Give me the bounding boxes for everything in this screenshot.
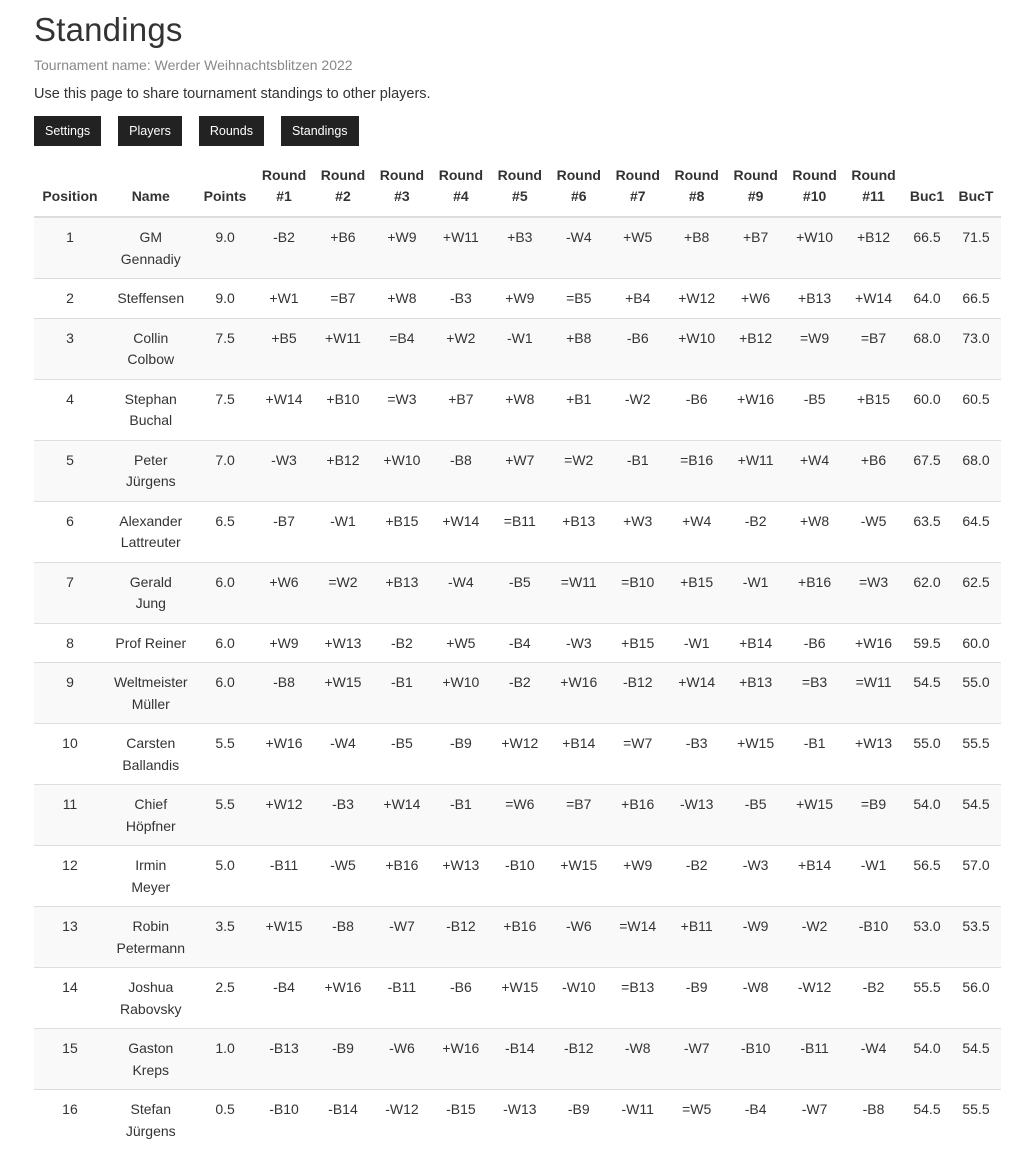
- round-10-result-cell: -W12: [785, 968, 844, 1029]
- position-cell: 11: [34, 785, 106, 846]
- buc1-cell: 55.5: [903, 968, 951, 1029]
- round-11-result-cell: =B7: [844, 318, 903, 379]
- round-4-result-cell: -B6: [431, 968, 490, 1029]
- column-header-name: Name: [106, 160, 196, 217]
- round-7-result-cell: +W3: [608, 501, 667, 562]
- round-9-result-cell: +B14: [726, 623, 785, 663]
- round-7-result-cell: =B13: [608, 968, 667, 1029]
- player-name-cell: Weltmeister Müller: [106, 663, 196, 724]
- round-10-result-cell: -B6: [785, 623, 844, 663]
- points-cell: 3.5: [196, 907, 255, 968]
- round-1-result-cell: +W12: [255, 785, 314, 846]
- round-3-result-cell: -W7: [372, 907, 431, 968]
- table-row: [34, 1029, 1001, 1090]
- round-11-result-cell: +B6: [844, 440, 903, 501]
- round-10-result-cell: +W10: [785, 217, 844, 279]
- tournament-name: Tournament name: Werder Weihnachtsblitzen 2022: [34, 56, 1036, 74]
- round-5-result-cell: +W8: [490, 379, 549, 440]
- round-10-result-cell: -W7: [785, 1090, 844, 1150]
- position-cell: 10: [34, 724, 106, 785]
- round-6-result-cell: -W6: [549, 907, 608, 968]
- round-2-result-cell: +W16: [313, 968, 372, 1029]
- column-header-buc1: Buc1: [903, 160, 951, 217]
- round-5-result-cell: -B14: [490, 1029, 549, 1090]
- round-4-result-cell: +W11: [431, 217, 490, 279]
- points-cell: 7.0: [196, 440, 255, 501]
- round-4-result-cell: +B7: [431, 379, 490, 440]
- round-7-result-cell: =W14: [608, 907, 667, 968]
- position-cell: 5: [34, 440, 106, 501]
- buc1-cell: 56.5: [903, 846, 951, 907]
- round-8-result-cell: -W13: [667, 785, 726, 846]
- table-row: [34, 279, 1001, 319]
- round-4-result-cell: -B15: [431, 1090, 490, 1150]
- round-11-result-cell: =W11: [844, 663, 903, 724]
- round-6-result-cell: =B5: [549, 279, 608, 319]
- player-name-cell: Stefan Jürgens: [106, 1090, 196, 1150]
- buct-cell: 71.5: [951, 217, 1001, 279]
- round-4-result-cell: -B12: [431, 907, 490, 968]
- round-5-result-cell: +W15: [490, 968, 549, 1029]
- column-header-points: Points: [196, 160, 255, 217]
- round-5-result-cell: +B16: [490, 907, 549, 968]
- round-2-result-cell: +B10: [313, 379, 372, 440]
- round-2-result-cell: =W2: [313, 562, 372, 623]
- points-cell: 6.5: [196, 501, 255, 562]
- position-cell: 16: [34, 1090, 106, 1150]
- round-9-result-cell: +B12: [726, 318, 785, 379]
- round-7-result-cell: -W2: [608, 379, 667, 440]
- round-4-result-cell: -B3: [431, 279, 490, 319]
- buct-cell: 68.0: [951, 440, 1001, 501]
- table-row: [34, 440, 1001, 501]
- buc1-cell: 59.5: [903, 623, 951, 663]
- column-header-round-9: Round #9: [726, 160, 785, 217]
- column-header-round-8: Round #8: [667, 160, 726, 217]
- round-10-result-cell: +B16: [785, 562, 844, 623]
- round-6-result-cell: =B7: [549, 785, 608, 846]
- round-11-result-cell: +W13: [844, 724, 903, 785]
- round-3-result-cell: =B4: [372, 318, 431, 379]
- player-name-cell: Steffensen: [106, 279, 196, 319]
- round-6-result-cell: +W16: [549, 663, 608, 724]
- buct-cell: 55.5: [951, 1090, 1001, 1150]
- round-4-result-cell: -B9: [431, 724, 490, 785]
- round-9-result-cell: +W11: [726, 440, 785, 501]
- round-7-result-cell: -W11: [608, 1090, 667, 1150]
- round-9-result-cell: -B4: [726, 1090, 785, 1150]
- table-row: [34, 623, 1001, 663]
- player-name-cell: Collin Colbow: [106, 318, 196, 379]
- round-6-result-cell: =W11: [549, 562, 608, 623]
- round-6-result-cell: +B1: [549, 379, 608, 440]
- round-1-result-cell: +W6: [255, 562, 314, 623]
- round-8-result-cell: +B11: [667, 907, 726, 968]
- round-2-result-cell: +W15: [313, 663, 372, 724]
- column-header-round-11: Round #11: [844, 160, 903, 217]
- round-6-result-cell: =W2: [549, 440, 608, 501]
- round-8-result-cell: =B16: [667, 440, 726, 501]
- round-6-result-cell: +B8: [549, 318, 608, 379]
- table-row: [34, 217, 1001, 279]
- buc1-cell: 63.5: [903, 501, 951, 562]
- round-9-result-cell: +W16: [726, 379, 785, 440]
- round-4-result-cell: -W4: [431, 562, 490, 623]
- buc1-cell: 60.0: [903, 379, 951, 440]
- round-11-result-cell: +B15: [844, 379, 903, 440]
- points-cell: 9.0: [196, 279, 255, 319]
- buct-cell: 54.5: [951, 1029, 1001, 1090]
- round-5-result-cell: +W12: [490, 724, 549, 785]
- buc1-cell: 64.0: [903, 279, 951, 319]
- round-9-result-cell: -B5: [726, 785, 785, 846]
- round-11-result-cell: =W3: [844, 562, 903, 623]
- player-name-cell: GM Gennadiy: [106, 217, 196, 279]
- round-5-result-cell: +W9: [490, 279, 549, 319]
- buct-cell: 54.5: [951, 785, 1001, 846]
- points-cell: 5.5: [196, 785, 255, 846]
- round-10-result-cell: +W15: [785, 785, 844, 846]
- round-7-result-cell: -B1: [608, 440, 667, 501]
- round-6-result-cell: +B14: [549, 724, 608, 785]
- player-name-cell: Irmin Meyer: [106, 846, 196, 907]
- player-name-cell: Carsten Ballandis: [106, 724, 196, 785]
- round-11-result-cell: +W14: [844, 279, 903, 319]
- column-header-round-1: Round #1: [255, 160, 314, 217]
- round-2-result-cell: -W5: [313, 846, 372, 907]
- round-10-result-cell: -B1: [785, 724, 844, 785]
- position-cell: 9: [34, 663, 106, 724]
- round-5-result-cell: -B4: [490, 623, 549, 663]
- column-header-round-7: Round #7: [608, 160, 667, 217]
- position-cell: 7: [34, 562, 106, 623]
- column-header-round-6: Round #6: [549, 160, 608, 217]
- round-3-result-cell: -B2: [372, 623, 431, 663]
- player-name-cell: Gerald Jung: [106, 562, 196, 623]
- round-11-result-cell: =B9: [844, 785, 903, 846]
- round-9-result-cell: +B7: [726, 217, 785, 279]
- buct-cell: 55.0: [951, 663, 1001, 724]
- round-5-result-cell: -B10: [490, 846, 549, 907]
- table-row: [34, 501, 1001, 562]
- buct-cell: 60.5: [951, 379, 1001, 440]
- position-cell: 13: [34, 907, 106, 968]
- player-name-cell: Peter Jürgens: [106, 440, 196, 501]
- buc1-cell: 53.0: [903, 907, 951, 968]
- round-9-result-cell: -B2: [726, 501, 785, 562]
- round-4-result-cell: +W16: [431, 1029, 490, 1090]
- round-10-result-cell: -B11: [785, 1029, 844, 1090]
- round-10-result-cell: -B5: [785, 379, 844, 440]
- round-4-result-cell: +W14: [431, 501, 490, 562]
- round-3-result-cell: -B11: [372, 968, 431, 1029]
- points-cell: 9.0: [196, 217, 255, 279]
- round-1-result-cell: +B5: [255, 318, 314, 379]
- round-6-result-cell: -W10: [549, 968, 608, 1029]
- round-7-result-cell: =W7: [608, 724, 667, 785]
- table-row: [34, 968, 1001, 1029]
- round-6-result-cell: -W3: [549, 623, 608, 663]
- round-2-result-cell: +W13: [313, 623, 372, 663]
- round-1-result-cell: +W14: [255, 379, 314, 440]
- round-9-result-cell: -W9: [726, 907, 785, 968]
- round-8-result-cell: +B15: [667, 562, 726, 623]
- round-3-result-cell: -B1: [372, 663, 431, 724]
- round-3-result-cell: +W14: [372, 785, 431, 846]
- tab-settings[interactable]: Settings: [34, 116, 101, 146]
- round-3-result-cell: +W9: [372, 217, 431, 279]
- round-9-result-cell: -B10: [726, 1029, 785, 1090]
- player-name-cell: Gaston Kreps: [106, 1029, 196, 1090]
- table-row: [34, 318, 1001, 379]
- round-2-result-cell: -B3: [313, 785, 372, 846]
- table-header-row: [34, 160, 1001, 217]
- round-4-result-cell: -B1: [431, 785, 490, 846]
- table-row: [34, 785, 1001, 846]
- round-4-result-cell: +W10: [431, 663, 490, 724]
- round-1-result-cell: -W3: [255, 440, 314, 501]
- round-7-result-cell: =B10: [608, 562, 667, 623]
- round-1-result-cell: +W1: [255, 279, 314, 319]
- round-5-result-cell: -W13: [490, 1090, 549, 1150]
- round-11-result-cell: -B10: [844, 907, 903, 968]
- round-7-result-cell: +W5: [608, 217, 667, 279]
- round-2-result-cell: +W11: [313, 318, 372, 379]
- round-11-result-cell: -B8: [844, 1090, 903, 1150]
- round-1-result-cell: -B7: [255, 501, 314, 562]
- round-2-result-cell: -W4: [313, 724, 372, 785]
- round-8-result-cell: +W12: [667, 279, 726, 319]
- position-cell: 4: [34, 379, 106, 440]
- round-2-result-cell: -B14: [313, 1090, 372, 1150]
- round-5-result-cell: =W6: [490, 785, 549, 846]
- round-8-result-cell: -B6: [667, 379, 726, 440]
- round-5-result-cell: +W7: [490, 440, 549, 501]
- player-name-cell: Robin Petermann: [106, 907, 196, 968]
- position-cell: 8: [34, 623, 106, 663]
- position-cell: 15: [34, 1029, 106, 1090]
- buct-cell: 64.5: [951, 501, 1001, 562]
- round-1-result-cell: +W9: [255, 623, 314, 663]
- round-8-result-cell: -W1: [667, 623, 726, 663]
- round-9-result-cell: +W6: [726, 279, 785, 319]
- round-3-result-cell: +W10: [372, 440, 431, 501]
- buc1-cell: 54.0: [903, 1029, 951, 1090]
- round-5-result-cell: =B11: [490, 501, 549, 562]
- points-cell: 6.0: [196, 562, 255, 623]
- round-10-result-cell: +W4: [785, 440, 844, 501]
- standings-table: [34, 160, 1001, 1150]
- buc1-cell: 55.0: [903, 724, 951, 785]
- position-cell: 1: [34, 217, 106, 279]
- round-3-result-cell: +B16: [372, 846, 431, 907]
- round-7-result-cell: +W9: [608, 846, 667, 907]
- table-row: [34, 1090, 1001, 1150]
- position-cell: 2: [34, 279, 106, 319]
- round-8-result-cell: -B2: [667, 846, 726, 907]
- page-title: Standings: [34, 10, 1036, 50]
- round-8-result-cell: -B9: [667, 968, 726, 1029]
- round-7-result-cell: -B12: [608, 663, 667, 724]
- round-8-result-cell: -B3: [667, 724, 726, 785]
- round-8-result-cell: =W5: [667, 1090, 726, 1150]
- round-8-result-cell: +B8: [667, 217, 726, 279]
- round-7-result-cell: +B15: [608, 623, 667, 663]
- round-9-result-cell: -W3: [726, 846, 785, 907]
- nav-tabs: [34, 116, 1036, 146]
- round-4-result-cell: +W5: [431, 623, 490, 663]
- round-3-result-cell: -B5: [372, 724, 431, 785]
- tab-players[interactable]: Players: [118, 116, 182, 146]
- table-row: [34, 724, 1001, 785]
- position-cell: 3: [34, 318, 106, 379]
- round-9-result-cell: +W15: [726, 724, 785, 785]
- round-8-result-cell: +W14: [667, 663, 726, 724]
- round-10-result-cell: =W9: [785, 318, 844, 379]
- round-1-result-cell: -B2: [255, 217, 314, 279]
- buct-cell: 55.5: [951, 724, 1001, 785]
- round-10-result-cell: =B3: [785, 663, 844, 724]
- table-body: [34, 217, 1001, 1150]
- buc1-cell: 66.5: [903, 217, 951, 279]
- player-name-cell: Stephan Buchal: [106, 379, 196, 440]
- buct-cell: 57.0: [951, 846, 1001, 907]
- buc1-cell: 67.5: [903, 440, 951, 501]
- buct-cell: 73.0: [951, 318, 1001, 379]
- round-6-result-cell: -B12: [549, 1029, 608, 1090]
- round-1-result-cell: -B8: [255, 663, 314, 724]
- column-header-round-2: Round #2: [313, 160, 372, 217]
- round-5-result-cell: -W1: [490, 318, 549, 379]
- round-8-result-cell: -W7: [667, 1029, 726, 1090]
- round-4-result-cell: +W2: [431, 318, 490, 379]
- tab-rounds[interactable]: Rounds: [199, 116, 264, 146]
- round-5-result-cell: -B5: [490, 562, 549, 623]
- round-3-result-cell: +B15: [372, 501, 431, 562]
- round-3-result-cell: +W8: [372, 279, 431, 319]
- round-4-result-cell: +W13: [431, 846, 490, 907]
- points-cell: 5.0: [196, 846, 255, 907]
- points-cell: 2.5: [196, 968, 255, 1029]
- round-5-result-cell: +B3: [490, 217, 549, 279]
- table-row: [34, 562, 1001, 623]
- column-header-round-3: Round #3: [372, 160, 431, 217]
- round-4-result-cell: -B8: [431, 440, 490, 501]
- round-9-result-cell: -W1: [726, 562, 785, 623]
- player-name-cell: Alexander Lattreuter: [106, 501, 196, 562]
- round-6-result-cell: -B9: [549, 1090, 608, 1150]
- buct-cell: 56.0: [951, 968, 1001, 1029]
- round-9-result-cell: -W8: [726, 968, 785, 1029]
- round-10-result-cell: +B13: [785, 279, 844, 319]
- table-row: [34, 907, 1001, 968]
- round-9-result-cell: +B13: [726, 663, 785, 724]
- round-11-result-cell: +B12: [844, 217, 903, 279]
- points-cell: 7.5: [196, 318, 255, 379]
- round-11-result-cell: -W4: [844, 1029, 903, 1090]
- buc1-cell: 54.5: [903, 1090, 951, 1150]
- round-7-result-cell: +B16: [608, 785, 667, 846]
- column-header-position: Position: [34, 160, 106, 217]
- round-6-result-cell: +B13: [549, 501, 608, 562]
- points-cell: 1.0: [196, 1029, 255, 1090]
- round-2-result-cell: -B8: [313, 907, 372, 968]
- position-cell: 12: [34, 846, 106, 907]
- round-10-result-cell: -W2: [785, 907, 844, 968]
- round-8-result-cell: +W4: [667, 501, 726, 562]
- round-2-result-cell: +B6: [313, 217, 372, 279]
- round-1-result-cell: -B10: [255, 1090, 314, 1150]
- round-2-result-cell: =B7: [313, 279, 372, 319]
- round-6-result-cell: +W15: [549, 846, 608, 907]
- round-11-result-cell: -B2: [844, 968, 903, 1029]
- round-1-result-cell: +W16: [255, 724, 314, 785]
- round-5-result-cell: -B2: [490, 663, 549, 724]
- round-3-result-cell: -W12: [372, 1090, 431, 1150]
- round-3-result-cell: =W3: [372, 379, 431, 440]
- tab-standings[interactable]: Standings: [281, 116, 359, 146]
- buc1-cell: 54.5: [903, 663, 951, 724]
- column-header-round-10: Round #10: [785, 160, 844, 217]
- points-cell: 5.5: [196, 724, 255, 785]
- round-2-result-cell: +B12: [313, 440, 372, 501]
- round-10-result-cell: +B14: [785, 846, 844, 907]
- player-name-cell: Chief Höpfner: [106, 785, 196, 846]
- round-7-result-cell: +B4: [608, 279, 667, 319]
- player-name-cell: Prof Reiner: [106, 623, 196, 663]
- round-11-result-cell: -W5: [844, 501, 903, 562]
- position-cell: 6: [34, 501, 106, 562]
- buc1-cell: 62.0: [903, 562, 951, 623]
- position-cell: 14: [34, 968, 106, 1029]
- column-header-round-5: Round #5: [490, 160, 549, 217]
- buct-cell: 53.5: [951, 907, 1001, 968]
- round-1-result-cell: -B13: [255, 1029, 314, 1090]
- round-7-result-cell: -B6: [608, 318, 667, 379]
- column-header-round-4: Round #4: [431, 160, 490, 217]
- round-3-result-cell: +B13: [372, 562, 431, 623]
- table-row: [34, 846, 1001, 907]
- points-cell: 0.5: [196, 1090, 255, 1150]
- round-2-result-cell: -W1: [313, 501, 372, 562]
- table-row: [34, 379, 1001, 440]
- buc1-cell: 54.0: [903, 785, 951, 846]
- round-6-result-cell: -W4: [549, 217, 608, 279]
- points-cell: 7.5: [196, 379, 255, 440]
- round-11-result-cell: +W16: [844, 623, 903, 663]
- points-cell: 6.0: [196, 623, 255, 663]
- buct-cell: 60.0: [951, 623, 1001, 663]
- round-7-result-cell: -W8: [608, 1029, 667, 1090]
- round-3-result-cell: -W6: [372, 1029, 431, 1090]
- round-10-result-cell: +W8: [785, 501, 844, 562]
- buc1-cell: 68.0: [903, 318, 951, 379]
- round-11-result-cell: -W1: [844, 846, 903, 907]
- player-name-cell: Joshua Rabovsky: [106, 968, 196, 1029]
- buct-cell: 62.5: [951, 562, 1001, 623]
- round-1-result-cell: -B4: [255, 968, 314, 1029]
- buct-cell: 66.5: [951, 279, 1001, 319]
- column-header-buct: BucT: [951, 160, 1001, 217]
- round-8-result-cell: +W10: [667, 318, 726, 379]
- table-row: [34, 663, 1001, 724]
- points-cell: 6.0: [196, 663, 255, 724]
- round-1-result-cell: +W15: [255, 907, 314, 968]
- round-1-result-cell: -B11: [255, 846, 314, 907]
- page-description: Use this page to share tournament standings to other players.: [34, 84, 1036, 104]
- round-2-result-cell: -B9: [313, 1029, 372, 1090]
